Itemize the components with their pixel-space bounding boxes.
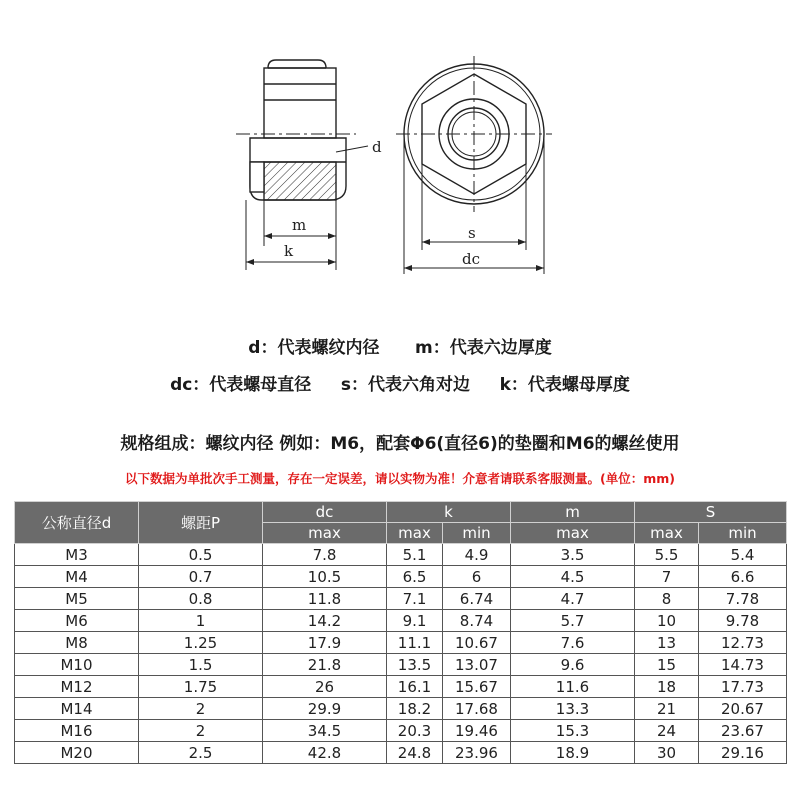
table-row (15, 742, 787, 764)
label-k: k (284, 242, 294, 260)
table-cell: 2 (139, 720, 263, 742)
table-cell: M10 (15, 654, 139, 676)
table-cell: 17.9 (263, 632, 387, 654)
table-cell: 11.6 (511, 676, 635, 698)
table-cell: 21.8 (263, 654, 387, 676)
label-d: d (372, 138, 382, 156)
spec-table-body (15, 544, 787, 764)
header-s: S (635, 502, 787, 523)
table-cell: 34.5 (263, 720, 387, 742)
table-cell: 15.3 (511, 720, 635, 742)
table-cell: 3.5 (511, 544, 635, 566)
measurement-note: 以下数据为单批次手工测量，存在一定误差，请以实物为准！介意者请联系客服测量。(单位：mm) (125, 471, 675, 486)
table-row (15, 588, 787, 610)
table-cell: M20 (15, 742, 139, 764)
table-cell: 0.5 (139, 544, 263, 566)
header-pitch: 螺距P (139, 502, 263, 544)
table-cell: 0.8 (139, 588, 263, 610)
table-cell: 20.3 (387, 720, 443, 742)
header-m-max: max (511, 523, 635, 544)
table-cell: 7.6 (511, 632, 635, 654)
table-cell: 9.1 (387, 610, 443, 632)
table-cell: 2 (139, 698, 263, 720)
table-cell: 5.7 (511, 610, 635, 632)
legend-m: m：代表六边厚度 (414, 338, 552, 358)
table-cell: M3 (15, 544, 139, 566)
table-cell: 19.46 (443, 720, 511, 742)
table-cell: 15 (635, 654, 699, 676)
table-cell: 18.9 (511, 742, 635, 764)
table-cell: 6.6 (699, 566, 787, 588)
table-cell: 18.2 (387, 698, 443, 720)
table-cell: 14.73 (699, 654, 787, 676)
header-s-max: max (635, 523, 699, 544)
spec-table (14, 501, 787, 764)
table-row (15, 544, 787, 566)
table-cell: 16.1 (387, 676, 443, 698)
table-cell: 6 (443, 566, 511, 588)
table-cell: M12 (15, 676, 139, 698)
table-cell: 10.5 (263, 566, 387, 588)
header-k-min: min (443, 523, 511, 544)
table-cell: 15.67 (443, 676, 511, 698)
table-cell: M4 (15, 566, 139, 588)
table-cell: 6.74 (443, 588, 511, 610)
table-cell: M8 (15, 632, 139, 654)
spec-description: 规格组成：螺纹内径 例如：M6，配套Φ6(直径6)的垫圈和M6的螺丝使用 (120, 434, 680, 454)
side-view (236, 60, 368, 270)
table-cell: 21 (635, 698, 699, 720)
table-cell: 9.78 (699, 610, 787, 632)
table-cell: 1 (139, 610, 263, 632)
table-cell: 24.8 (387, 742, 443, 764)
flange-nut-drawing (0, 0, 800, 300)
table-cell: 11.1 (387, 632, 443, 654)
label-s: s (468, 224, 476, 242)
label-m: m (292, 216, 307, 234)
table-cell: 4.9 (443, 544, 511, 566)
table-cell: 4.5 (511, 566, 635, 588)
legend-k: k：代表螺母厚度 (499, 375, 630, 395)
table-row (15, 632, 787, 654)
label-dc: dc (462, 250, 481, 268)
table-row (15, 698, 787, 720)
table-cell: 13.5 (387, 654, 443, 676)
table-cell: 24 (635, 720, 699, 742)
legend-s: s：代表六角对边 (340, 375, 471, 395)
table-cell: 5.5 (635, 544, 699, 566)
table-row (15, 676, 787, 698)
table-row (15, 720, 787, 742)
table-cell: 8.74 (443, 610, 511, 632)
table-cell: 5.1 (387, 544, 443, 566)
table-cell: 42.8 (263, 742, 387, 764)
header-k-max: max (387, 523, 443, 544)
header-m: m (511, 502, 635, 523)
table-cell: 0.7 (139, 566, 263, 588)
header-s-min: min (699, 523, 787, 544)
table-cell: 7.8 (263, 544, 387, 566)
table-cell: 29.16 (699, 742, 787, 764)
table-cell: 10.67 (443, 632, 511, 654)
table-cell: 17.68 (443, 698, 511, 720)
table-cell: 13.3 (511, 698, 635, 720)
table-cell: 17.73 (699, 676, 787, 698)
header-k: k (387, 502, 511, 523)
table-row (15, 566, 787, 588)
table-cell: 1.5 (139, 654, 263, 676)
table-cell: 9.6 (511, 654, 635, 676)
table-cell: 7.1 (387, 588, 443, 610)
table-header-row-1 (15, 502, 787, 523)
legend-d: d：代表螺纹内径 (248, 338, 380, 358)
table-cell: 1.25 (139, 632, 263, 654)
table-cell: 13.07 (443, 654, 511, 676)
table-row (15, 654, 787, 676)
table-cell: M6 (15, 610, 139, 632)
table-cell: 8 (635, 588, 699, 610)
table-cell: 14.2 (263, 610, 387, 632)
table-cell: 7 (635, 566, 699, 588)
table-cell: 5.4 (699, 544, 787, 566)
table-cell: 26 (263, 676, 387, 698)
table-cell: 4.7 (511, 588, 635, 610)
table-cell: 18 (635, 676, 699, 698)
table-cell: M16 (15, 720, 139, 742)
legend-line-2 (0, 370, 800, 395)
table-cell: 23.96 (443, 742, 511, 764)
table-cell: 13 (635, 632, 699, 654)
table-cell: M5 (15, 588, 139, 610)
table-cell: 12.73 (699, 632, 787, 654)
legend-line-1 (0, 333, 800, 358)
table-cell: 2.5 (139, 742, 263, 764)
table-cell: 7.78 (699, 588, 787, 610)
table-cell: 1.75 (139, 676, 263, 698)
header-dc: dc (263, 502, 387, 523)
table-cell: 29.9 (263, 698, 387, 720)
table-cell: 6.5 (387, 566, 443, 588)
table-cell: 23.67 (699, 720, 787, 742)
header-nominal: 公称直径d (15, 502, 139, 544)
table-row (15, 610, 787, 632)
table-cell: 10 (635, 610, 699, 632)
table-cell: 30 (635, 742, 699, 764)
table-cell: 11.8 (263, 588, 387, 610)
header-dc-max: max (263, 523, 387, 544)
legend-dc: dc：代表螺母直径 (170, 375, 312, 395)
table-cell: 20.67 (699, 698, 787, 720)
table-cell: M14 (15, 698, 139, 720)
